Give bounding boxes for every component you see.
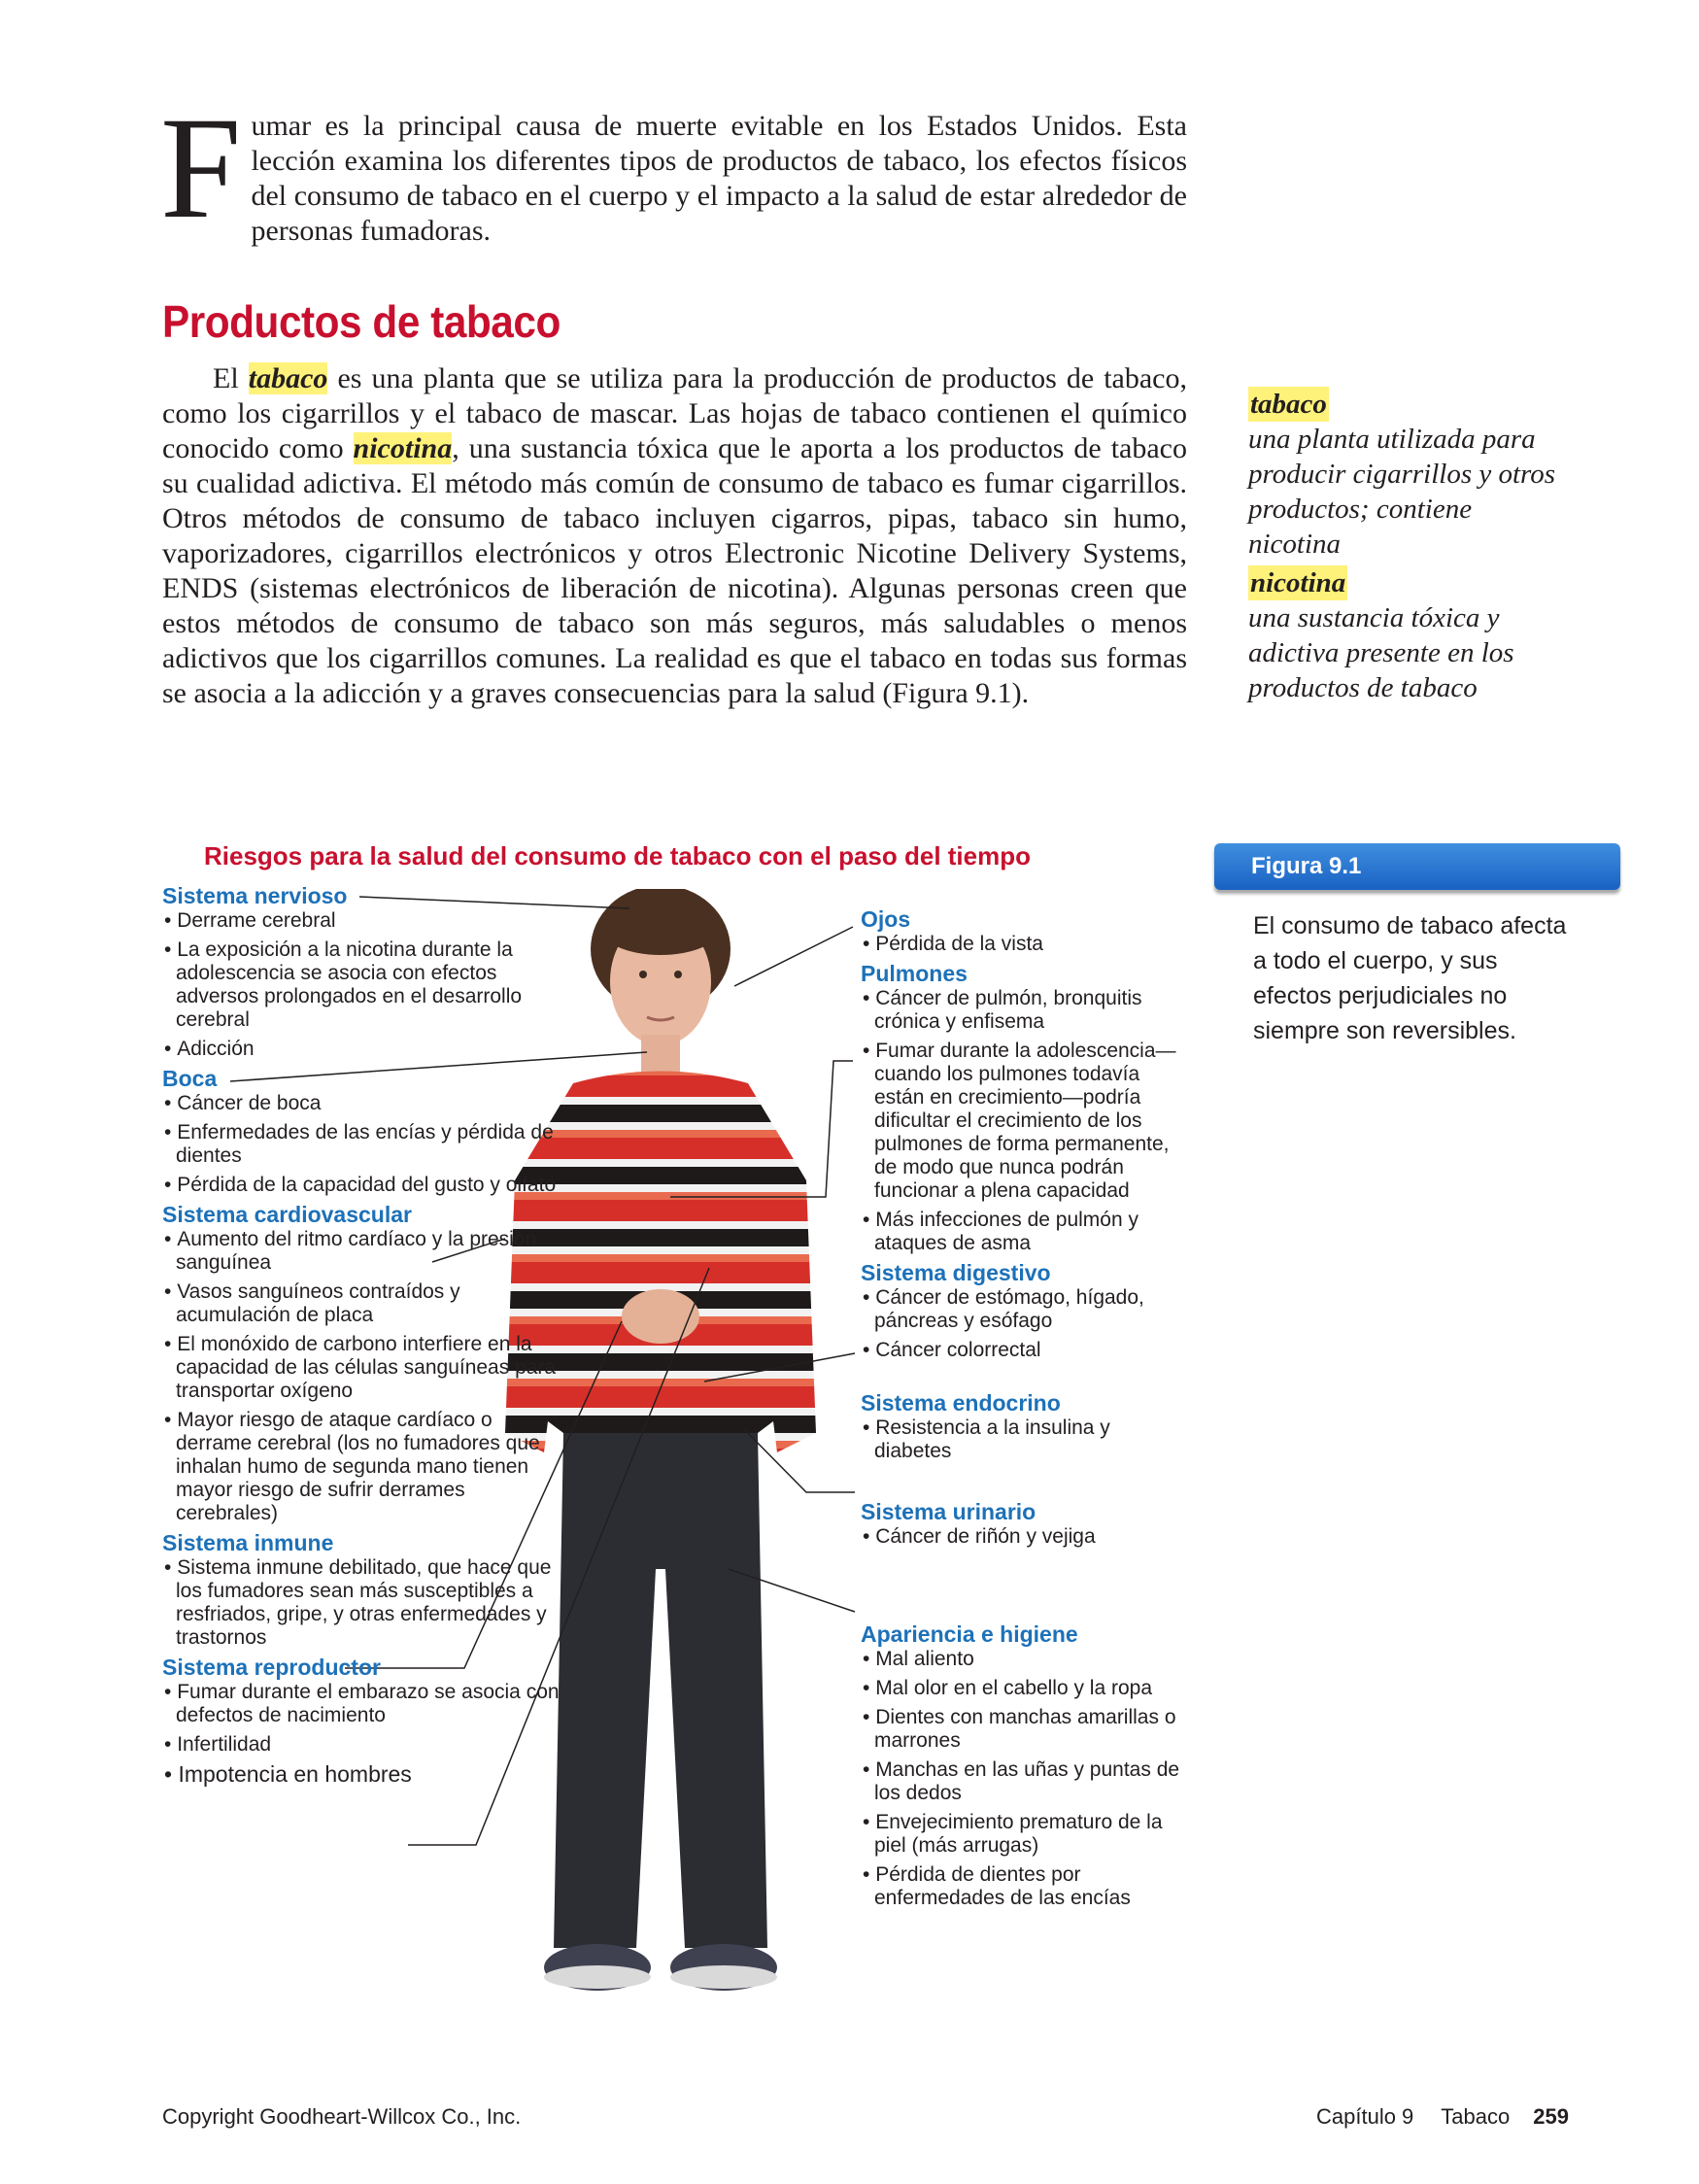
figure-label: Figura 9.1 (1214, 843, 1620, 890)
group-heading-boca: Boca (162, 1066, 218, 1091)
left-annotation-column (162, 880, 570, 1792)
figure-caption: El consumo de tabaco afecta a todo el cuerpo, y sus efectos perjudiciales no siempre son reversibles. (1253, 912, 1567, 1044)
list-item: • Mayor riesgo de ataque cardíaco o derrame cerebral (los no fumadores que inhalan humo de segunda mano tienen mayor riesgo de sufrir derrames cerebrales) (162, 1409, 570, 1525)
list-item: • Fumar durante el embarazo se asocia con defectos de nacimiento (162, 1681, 570, 1727)
group-heading-apariencia-e-higiene: Apariencia e higiene (861, 1621, 1078, 1647)
list-item: • Dientes con manchas amarillas o marrones (861, 1706, 1181, 1753)
body-text-1: El (213, 362, 249, 394)
list-item: • Impotencia en hombres (162, 1762, 570, 1786)
term-tabaco: tabaco (248, 362, 328, 394)
list-item: • Envejecimiento prematuro de la piel (más arrugas) (861, 1811, 1181, 1858)
glossary-sidebar (1248, 387, 1569, 709)
body-text-2: es una planta que se utiliza para la producción de productos de tabaco, como los cigarrillos y el tabaco de mascar. Las hojas de tabaco contienen el químico conocido como (162, 362, 1187, 464)
list-item: • Mal olor en el cabello y la ropa (861, 1677, 1181, 1700)
list-item: • Adicción (162, 1038, 570, 1061)
intro-paragraph (160, 87, 1187, 249)
section-heading: Productos de tabaco (162, 296, 561, 347)
footer-topic: Tabaco (1441, 2104, 1511, 2129)
glossary-entry (1248, 565, 1569, 705)
list-item: • Fumar durante la adolescencia—cuando los pulmones todavía están en crecimiento—podría dificultar el crecimiento de los pulmones de forma permanente, de modo que nunca podrán funcionar a plena capacidad (861, 1040, 1181, 1203)
list-item: • Cáncer de estómago, hígado, páncreas y esófago (861, 1286, 1181, 1333)
list-item: • Mal aliento (861, 1648, 1181, 1671)
intro-text: umar es la principal causa de muerte evitable en los Estados Unidos. Esta lección examina los diferentes tipos de productos de tabaco, los efectos físicos del consumo de tabaco en el cuerpo y el impacto a la salud de estar alrededor de personas fumadoras. (251, 110, 1187, 247)
group-heading-sistema-inmune: Sistema inmune (162, 1530, 334, 1555)
group-heading-sistema-digestivo: Sistema digestivo (861, 1260, 1051, 1285)
group-heading-sistema-endocrino: Sistema endocrino (861, 1390, 1061, 1416)
footer-copyright: Copyright Goodheart-Willcox Co., Inc. (162, 2104, 522, 2129)
footer-chapter: Capítulo 9 (1316, 2104, 1414, 2129)
footer-page-info (1316, 2104, 1569, 2130)
list-item: • Cáncer colorrectal (861, 1339, 1181, 1362)
glossary-term: nicotina (1250, 567, 1346, 598)
list-item: • Aumento del ritmo cardíaco y la presión sanguínea (162, 1228, 570, 1275)
group-heading-pulmones: Pulmones (861, 961, 968, 986)
figure-title: Riesgos para la salud del consumo de tabaco con el paso del tiempo (204, 841, 1031, 870)
list-item: • Pérdida de la capacidad del gusto y olfato (162, 1174, 570, 1197)
glossary-term: tabaco (1250, 389, 1327, 420)
right-annotation-column (861, 904, 1181, 1916)
list-item: • Resistencia a la insulina y diabetes (861, 1416, 1181, 1463)
list-item: • Cáncer de riñón y vejiga (861, 1525, 1181, 1549)
list-item: • Infertilidad (162, 1733, 570, 1757)
list-item: • Pérdida de dientes por enfermedades de las encías (861, 1863, 1181, 1910)
glossary-definition: una sustancia tóxica y adictiva presente en los productos de tabaco (1248, 602, 1514, 703)
list-item: • La exposición a la nicotina durante la adolescencia se asocia con efectos adversos prolongados en el desarrollo cerebral (162, 938, 570, 1032)
group-heading-sistema-reproductor: Sistema reproductor (162, 1655, 381, 1680)
list-item: • Vasos sanguíneos contraídos y acumulación de placa (162, 1280, 570, 1327)
group-heading-sistema-cardiovascular: Sistema cardiovascular (162, 1202, 412, 1227)
group-heading-sistema-nervioso: Sistema nervioso (162, 883, 348, 908)
body-paragraph (162, 361, 1187, 711)
glossary-definition: una planta utilizada para producir cigarrillos y otros productos; contiene nicotina (1248, 424, 1556, 560)
body-text-3: , una sustancia tóxica que le aporta a los productos de tabaco su cualidad adictiva. El método más común de consumo de tabaco es fumar cigarrillos. Otros métodos de consumo de tabaco incluyen cigarros, pipas, tabaco sin humo, vaporizadores, cigarrillos electrónicos y otros Electronic Nicotine Delivery Systems, ENDS (sistemas electrónicos de liberación de nicotina). Algunas personas creen que estos métodos de consumo de tabaco son más seguros, más saludables o menos adictivos que los cigarrillos comunes. La realidad es que el tabaco en todas sus formas se asocia a la adicción y a graves consecuencias para la salud (Figura 9.1). (162, 432, 1187, 709)
list-item: • Pérdida de la vista (861, 933, 1181, 956)
page-number: 259 (1533, 2104, 1569, 2129)
list-item: • Manchas en las uñas y puntas de los dedos (861, 1758, 1181, 1805)
list-item: • Más infecciones de pulmón y ataques de asma (861, 1209, 1181, 1255)
glossary-entry (1248, 387, 1569, 562)
list-item: • Enfermedades de las encías y pérdida de dientes (162, 1121, 570, 1168)
list-item: • Cáncer de boca (162, 1092, 570, 1115)
term-nicotina: nicotina (353, 432, 453, 464)
list-item: • El monóxido de carbono interfiere en la capacidad de las células sanguíneas para transportar oxígeno (162, 1333, 570, 1403)
list-item: • Sistema inmune debilitado, que hace que los fumadores sean más susceptibles a resfriados, gripe, y otras enfermedades y trastornos (162, 1556, 570, 1650)
group-heading-sistema-urinario: Sistema urinario (861, 1499, 1036, 1524)
list-item: • Cáncer de pulmón, bronquitis crónica y enfisema (861, 987, 1181, 1034)
group-heading-ojos: Ojos (861, 906, 911, 932)
list-item: • Derrame cerebral (162, 909, 570, 933)
drop-cap: F (160, 87, 242, 249)
